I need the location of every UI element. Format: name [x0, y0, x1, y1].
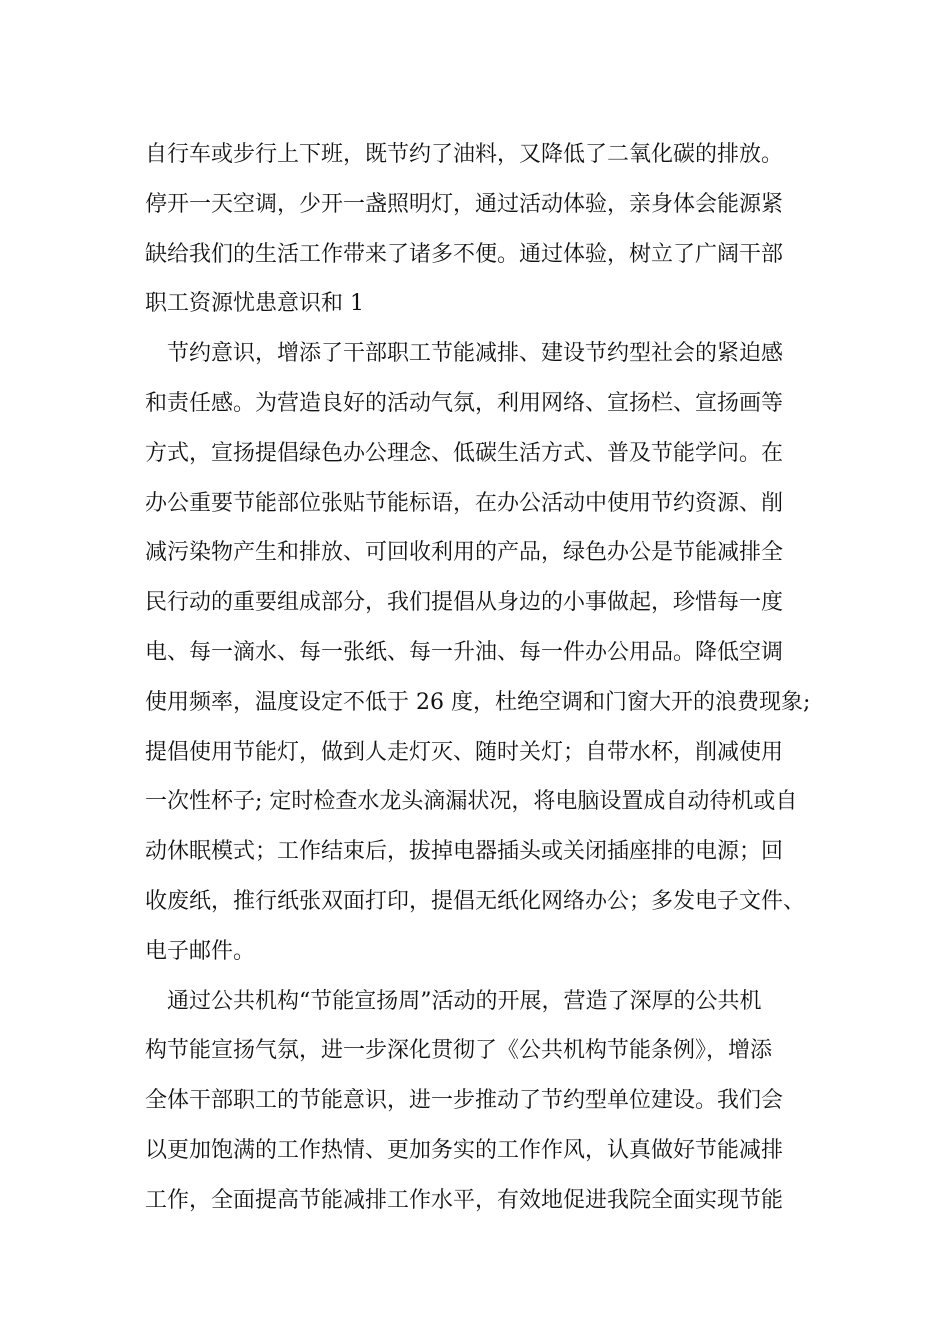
text-line: 使用频率，温度设定不低于 26 度，杜绝空调和门窗大开的浪费现象; — [145, 689, 811, 715]
text-line: 自行车或步行上下班，既节约了油料，又降低了二氧化碳的排放。 — [145, 142, 784, 167]
text-line: 办公重要节能部位张贴节能标语，在办公活动中使用节约资源、削 — [145, 490, 784, 516]
text-line: 停开一天空调，少开一盏照明灯，通过活动体验，亲身体会能源紧 — [145, 191, 784, 217]
text-line: 一次性杯子; 定时检查水龙头滴漏状况，将电脑设置成自动待机或自 — [145, 789, 798, 815]
paragraph-3 — [145, 977, 825, 1226]
text-line: 收废纸，推行纸张双面打印，提倡无纸化网络办公；多发电子文件、 — [145, 888, 806, 914]
text-line: 以更加饱满的工作热情、更加务实的工作作风，认真做好节能减排 — [145, 1137, 784, 1163]
text-line: 缺给我们的生活工作带来了诸多不便。通过体验，树立了广阔干部 — [145, 241, 784, 267]
text-line: 全体干部职工的节能意识，进一步推动了节约型单位建设。我们会 — [145, 1088, 784, 1114]
text-line: 民行动的重要组成部分，我们提倡从身边的小事做起，珍惜每一度 — [145, 590, 784, 616]
document-body — [145, 130, 825, 1226]
text-line: 和责任感。为营造良好的活动气氛，利用网络、宣扬栏、宣扬画等 — [145, 390, 784, 416]
paragraph-2 — [145, 329, 825, 976]
text-line: 减污染物产生和排放、可回收利用的产品，绿色办公是节能减排全 — [145, 540, 784, 566]
text-line: 职工资源忧患意识和 1 — [145, 291, 364, 317]
text-line: 提倡使用节能灯，做到人走灯灭、随时关灯；自带水杯，削减使用 — [145, 739, 784, 765]
text-line: 电子邮件。 — [145, 938, 256, 964]
text-line: 构节能宣扬气氛，进一步深化贯彻了《公共机构节能条例》，增添 — [145, 1038, 773, 1064]
text-line: 电、每一滴水、每一张纸、每一升油、每一件办公用品。降低空调 — [145, 639, 784, 665]
text-line: 动休眠模式；工作结束后，拔掉电器插头或关闭插座排的电源；回 — [145, 839, 784, 865]
text-line: 工作，全面提高节能减排工作水平，有效地促进我院全面实现节能 — [145, 1187, 784, 1213]
text-line: 通过公共机构“节能宣扬周”活动的开展，营造了深厚的公共机 — [167, 988, 762, 1014]
paragraph-1 — [145, 130, 825, 329]
text-line: 方式，宣扬提倡绿色办公理念、低碳生活方式、普及节能学问。在 — [145, 440, 784, 466]
text-line: 节约意识，增添了干部职工节能减排、建设节约型社会的紧迫感 — [167, 341, 784, 367]
